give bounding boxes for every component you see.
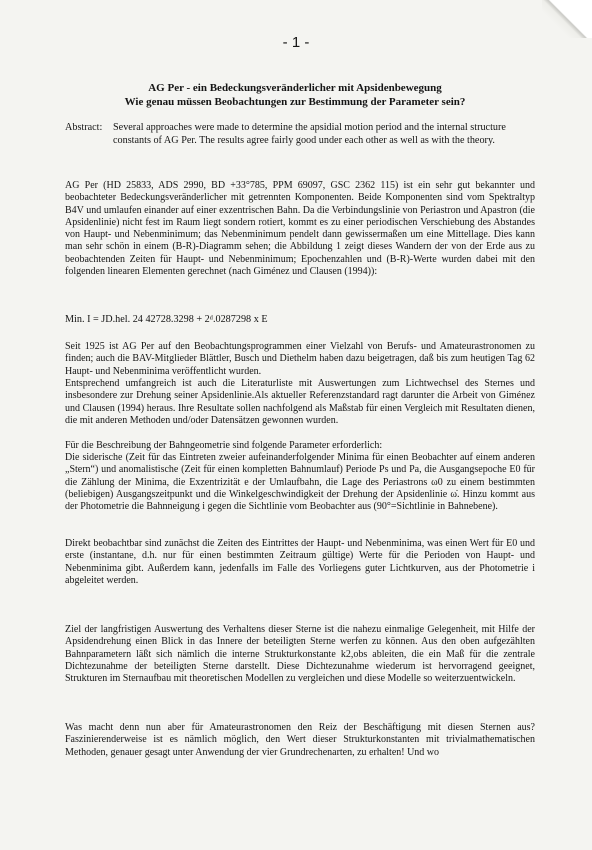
title-line-1: AG Per - ein Bedeckungsveränderlicher mit Apsidenbewegung [148,82,442,94]
ephemeris-formula: Min. I = JD.hel. 24 42728.3298 + 2ᵈ.0287298 x E [65,314,268,325]
paragraph-parameters-intro: Für die Beschreibung der Bahngeometrie sind folgende Parameter erforderlich: [65,440,383,451]
abstract-text: Several approaches were made to determine the apsidial motion period and the internal structure constants of AG Per. The results agree fairly good under each other as well as with the theory. [113,122,506,146]
paragraph-parameters: Die siderische (Zeit für das Eintreten zweier aufeinanderfolgender Minima für einen Beobachter auf einem anderen „Stern“) und anomalistische (Zeit für einen kompletten Bahnumlauf) Periode Ps und Pa, die Ausgangsepoche E0 für die Zählung der Minima, die Exzentrizität e der Umlaufbahn, die Lage des Periastrons ω0 zu einem bestimmten (beliebigen) Ausgangszeitpunkt und die Winkelgeschwindigkeit der Drehung der Apsidenlinie ω̇. Hinzu kommt aus der Photometrie die Bahnneigung i gegen die Sichtlinie vom Beobachter aus (90°=Sichtlinie in Bahnebene). [65,452,535,513]
paragraph-goal: Ziel der langfristigen Auswertung des Verhaltens dieser Sterne ist die nahezu einmalige Gelegenheit, mit Hilfe der Apsidendrehung einen Blick in das Innere der beteiligten Sterne werfen zu können. Aus den oben aufgezählten Bahnparametern läßt sich nämlich die interne Strukturkonstante k2,obs ableiten, die ein Maß für die zentrale Dichtezunahme der beteiligten Sterne darstellt. Diese Dichtezunahme wiederum ist hervorragend geeignet, Strukturen im Sternaufbau mit theoretischen Modellen zu vergleichen und diese Modelle so weiterzuentwickeln. [65,624,535,685]
page-curl [542,0,592,38]
paragraph-intro: AG Per (HD 25833, ADS 2990, BD +33°785, PPM 69097, GSC 2362 115) ist ein sehr gut bekannter und beobachteter Bedeckungsveränderlicher mit getrennten Komponenten. Beide Komponenten sind vom Spektraltyp B4V und umlaufen einander auf einer exzentrischen Bahn. Da die Verbindungslinie von Periastron und Apastron (die Apsidenlinie) nicht fest im Raum liegt sondern rotiert, kommt es zu einer periodischen Verschiebung des Abstandes von Haupt- und Nebenminimum; das Nebenminimum pendelt dann gewissermaßen um eine Mittellage. Dies kann man sehr schön in einem (B-R)-Diagramm sehen; die Abbildung 1 zeigt dieses Wandern der von der Erde aus zu beobachtenden Zeiten für Haupt- und Nebenminimum; Epochenzahlen und (B-R)-Werte wurden dabei mit den folgenden linearen Elementen gerechnet (nach Giménez und Clausen (1994)): [65,180,535,278]
abstract [65,121,535,147]
page-number: - 1 - [282,34,310,51]
paragraph-amateurs: Was macht denn nun aber für Amateurastronomen den Reiz der Beschäftigung mit diesen Sternen aus? Faszinierenderweise ist es nämlich möglich, den Wert dieser Strukturkonstanten mit trivialmathematischen Methoden, genauer gesagt unter Anwendung der vier Grundrechenarten, zu erhalten! Und wo [65,722,535,758]
article-title [60,81,530,109]
paragraph-observables: Direkt beobachtbar sind zunächst die Zeiten des Eintrittes der Haupt- und Nebenminima, was einen Wert für E0 und erste (instantane, d.h. nur für einen bestimmten Zeitraum gültige) Werte für die Perioden von Haupt- und Nebenminima gibt. Außerdem kann, jedenfalls im Falle des Vorliegens guter Lichtkurven, aus der Photometrie i abgeleitet werden. [65,538,535,586]
paragraph-literature: Entsprechend umfangreich ist auch die Literaturliste mit Auswertungen zum Lichtwechsel des Sternes und insbesondere zur Drehung seiner Apsidenlinie.Als aktueller Referenzstandard ragt darunter die Arbeit von Giménez und Clausen (1994) heraus. Ihre Resultate sollen nachfolgend als Maßstab für einen Vergleich mit Resultaten dienen, die mit anderen Methoden und/oder Datensätzen gewonnen wurden. [65,378,535,426]
title-line-2: Wie genau müssen Beobachtungen zur Bestimmung der Parameter sein? [124,96,466,108]
paragraph-history: Seit 1925 ist AG Per auf den Beobachtungsprogrammen einer Vielzahl von Berufs- und Amateurastronomen zu finden; auch die BAV-Mitglieder Blättler, Busch und Diethelm haben dazu beigetragen, daß bis zum heutigen Tag 62 Haupt- und Nebenminima veröffentlicht wurden. [65,341,535,377]
abstract-label: Abstract: [65,122,103,133]
